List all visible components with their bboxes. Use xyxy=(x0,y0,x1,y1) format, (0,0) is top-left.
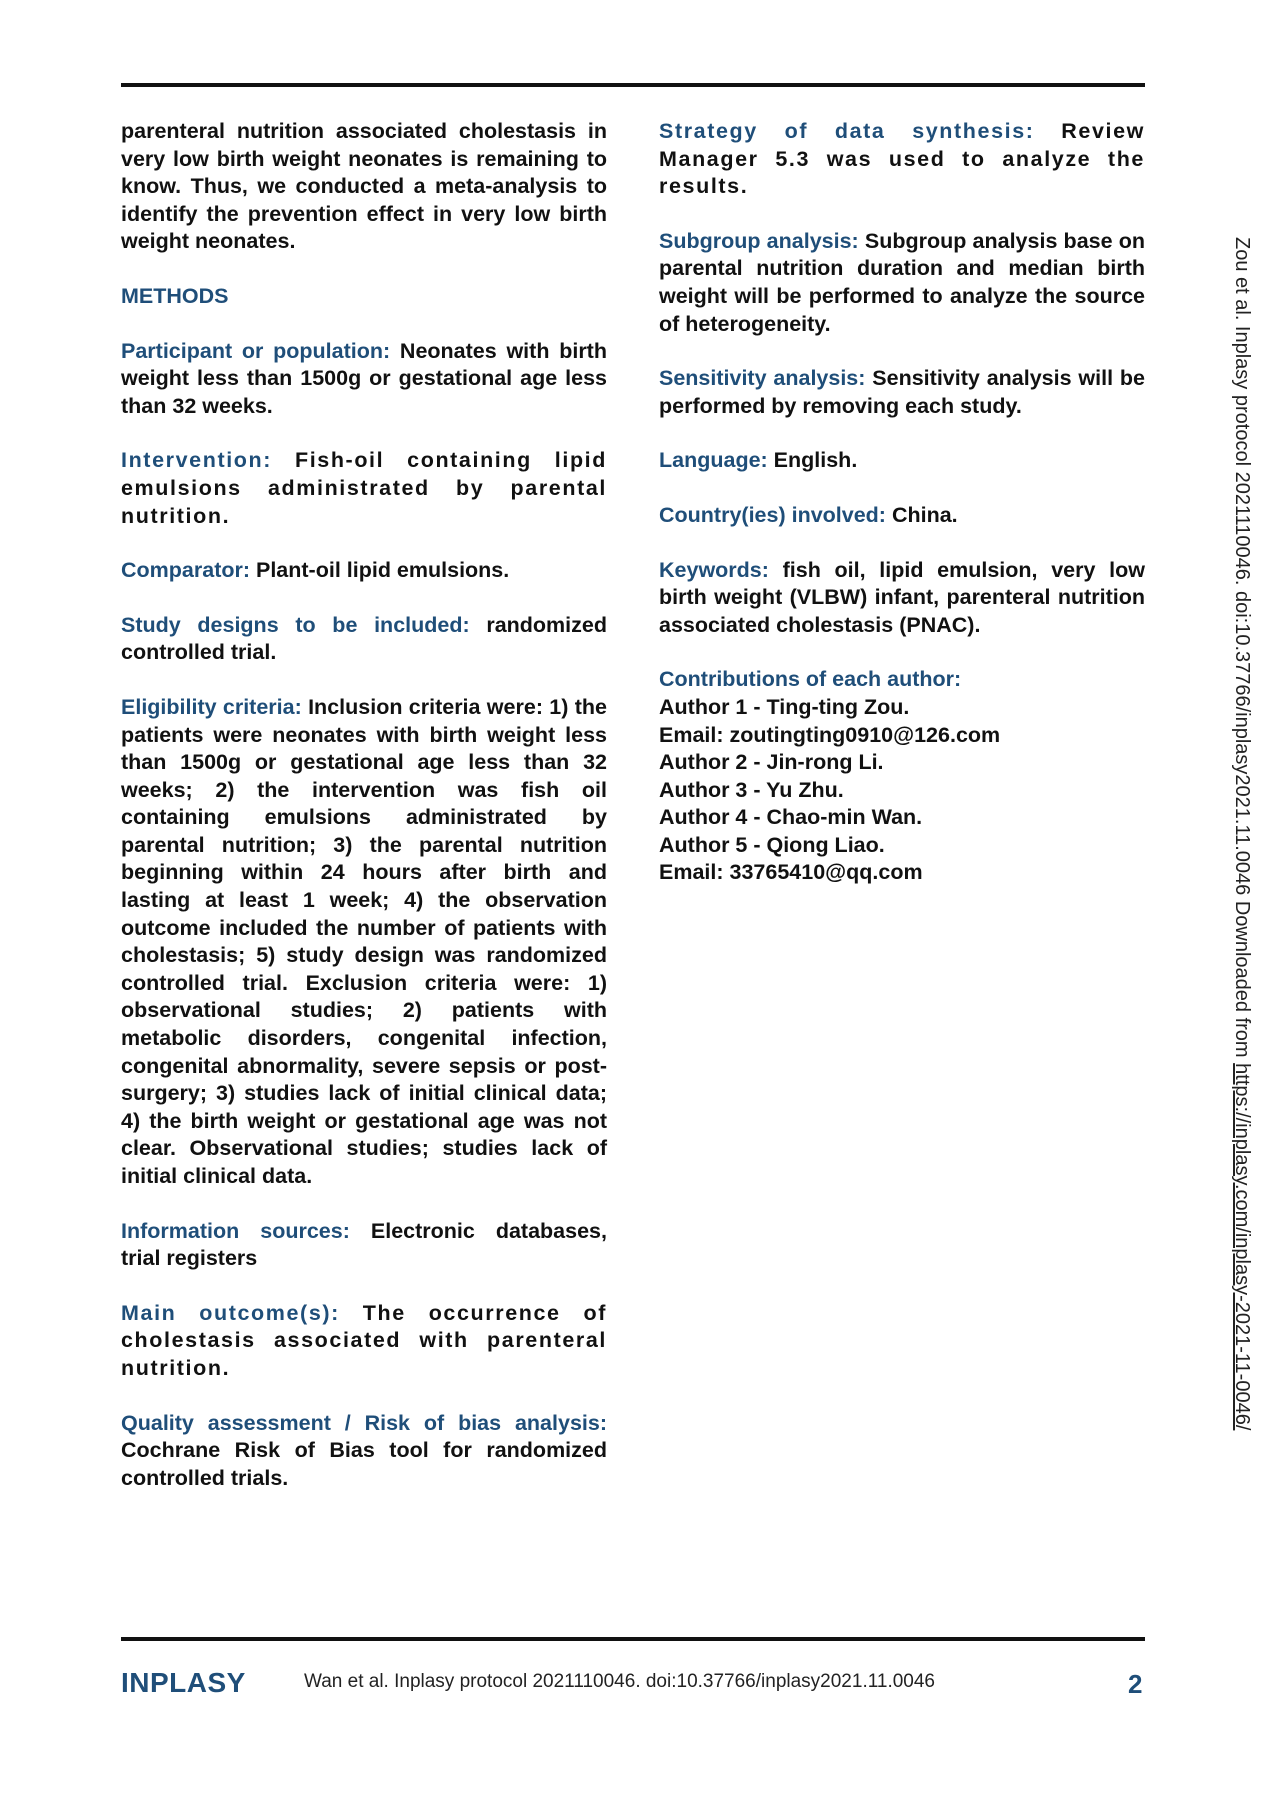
countries-label: Country(ies) involved: xyxy=(659,502,886,527)
participants-section xyxy=(121,338,607,421)
left-column xyxy=(121,118,607,1519)
quality-assessment-section xyxy=(121,1410,607,1493)
keywords-label: Keywords: xyxy=(659,557,769,582)
participants-label: Participant or population: xyxy=(121,338,391,363)
main-outcomes-label: Main outcome(s): xyxy=(121,1300,340,1325)
intro-paragraph xyxy=(121,118,607,256)
contribution-line: Author 2 - Jin-rong Li. xyxy=(659,750,884,775)
bottom-rule xyxy=(121,1637,1145,1641)
countries-section xyxy=(659,502,1145,530)
comparator-label: Comparator: xyxy=(121,558,251,583)
contributions-section xyxy=(659,666,1145,887)
methods-heading: METHODS xyxy=(121,283,229,308)
data-synthesis-text: Review Manager 5.3 was used to analyze the results. xyxy=(659,119,1145,199)
participants-text: Neonates with birth weight less than 1500g or gestational age less than 32 weeks. xyxy=(121,338,607,418)
contribution-line: Author 1 - Ting-ting Zou. xyxy=(659,694,910,719)
subgroup-label: Subgroup analysis: xyxy=(659,228,859,253)
information-sources-section xyxy=(121,1218,607,1273)
information-sources-text: Electronic databases, trial registers xyxy=(121,1218,607,1271)
subgroup-text: Subgroup analysis base on parental nutrition duration and median birth weight will be performed to analyze the source of heterogeneity. xyxy=(659,228,1145,336)
language-section xyxy=(659,447,1145,475)
footer-citation: Wan et al. Inplasy protocol 2021110046. doi:10.37766/inplasy2021.11.0046 xyxy=(304,1671,935,1692)
comparator-section xyxy=(121,557,607,585)
study-designs-text: randomized controlled trial. xyxy=(121,612,607,665)
right-column xyxy=(659,118,1145,887)
eligibility-label: Eligibility criteria: xyxy=(121,694,302,719)
data-synthesis-label: Strategy of data synthesis: xyxy=(659,119,1035,143)
side-download-note xyxy=(1230,237,1253,1430)
sensitivity-text: Sensitivity analysis will be performed by removing each study. xyxy=(659,366,1145,418)
language-text: English. xyxy=(767,448,858,473)
quality-assessment-text: Cochrane Risk of Bias tool for randomized controlled trials. xyxy=(121,1438,607,1490)
contribution-line: Author 4 - Chao-min Wan. xyxy=(659,805,923,830)
contribution-line: Author 3 - Yu Zhu. xyxy=(659,777,844,802)
intro-text: parenteral nutrition associated cholestasis in very low birth weight neonates is remaining to know. Thus, we conducted a meta-analysis to identify the prevention effect in very low birth weight neonates. xyxy=(121,119,607,254)
intervention-text: Fish-oil containing lipid emulsions administrated by parental nutrition. xyxy=(121,448,607,528)
information-sources-label: Information sources: xyxy=(121,1218,350,1243)
study-designs-label: Study designs to be included: xyxy=(121,612,470,637)
side-note-text: Zou et al. Inplasy protocol 2021110046. doi:10.37766/inplasy2021.11.0046 Downloaded from xyxy=(1231,237,1253,1064)
sensitivity-label: Sensitivity analysis: xyxy=(659,366,866,391)
intervention-section xyxy=(121,447,607,530)
main-outcomes-section xyxy=(121,1300,607,1383)
top-rule xyxy=(121,83,1145,87)
main-outcomes-text: The occurrence of cholestasis associated with parenteral nutrition. xyxy=(121,1300,607,1380)
contribution-line: Email: zoutingting0910@126.com xyxy=(659,722,1001,747)
intervention-label: Intervention: xyxy=(121,448,272,473)
countries-text: China. xyxy=(885,502,958,527)
keywords-text: fish oil, lipid emulsion, very low birth weight (VLBW) infant, parenteral nutrition associated cholestasis (PNAC). xyxy=(659,557,1145,637)
eligibility-section xyxy=(121,694,607,1191)
contributions-heading: Contributions of each author: xyxy=(659,667,962,692)
comparator-text: Plant-oil lipid emulsions. xyxy=(250,558,510,583)
subgroup-section xyxy=(659,228,1145,338)
page-number: 2 xyxy=(1128,1669,1143,1699)
contribution-line: Author 5 - Qiong Liao. xyxy=(659,832,885,857)
language-label: Language: xyxy=(659,448,768,473)
data-synthesis-section xyxy=(659,118,1145,201)
inplasy-logo: INPLASY xyxy=(121,1667,246,1698)
keywords-section xyxy=(659,557,1145,640)
quality-assessment-label: Quality assessment / Risk of bias analysis: xyxy=(121,1410,607,1435)
eligibility-text: Inclusion criteria were: 1) the patients were neonates with birth weight less than 1500g or gestational age less than 32 weeks; 2) the intervention was fish oil containing emulsions administrated by parental nutrition; 3) the parental nutrition beginning within 24 hours after birth and lasting at least 1 week; 4) the observation outcome included the number of patients with cholestasis; 5) study design was randomized controlled trial. Exclusion criteria were: 1) observational studies; 2) patients with metabolic disorders, congenital infection, congenital abnormality, severe sepsis or post-surgery; 3) studies lack of initial clinical data; 4) the birth weight or gestational age was not clear. Observational studies; studies lack of initial clinical data. xyxy=(121,694,607,1188)
side-note-link[interactable]: https://inplasy.com/inplasy-2021-11-0046/ xyxy=(1231,1063,1253,1431)
study-designs-section xyxy=(121,612,607,667)
sensitivity-section xyxy=(659,365,1145,420)
contribution-line: Email: 33765410@qq.com xyxy=(659,860,923,885)
